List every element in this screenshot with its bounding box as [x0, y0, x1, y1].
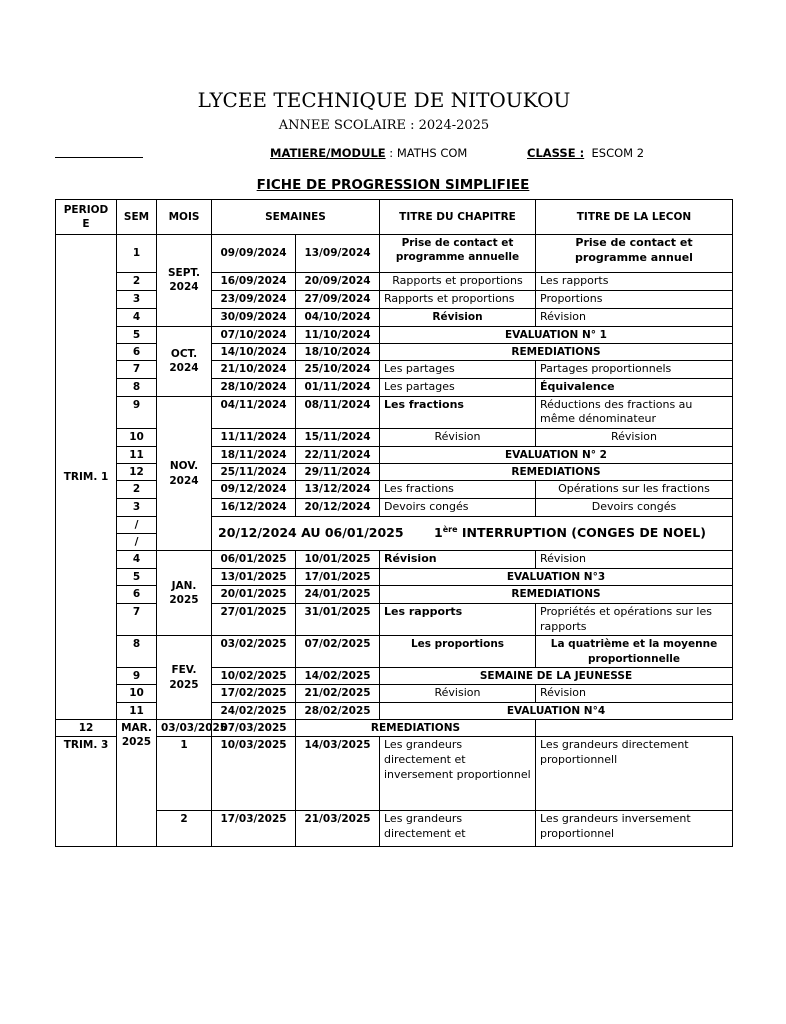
table-row: [56, 551, 733, 569]
merged-cell: SEMAINE DE LA JEUNESSE: [380, 667, 733, 684]
start-date: 03/02/2025: [212, 636, 296, 667]
lecon-cell: Les rapports: [536, 273, 733, 291]
interruption-dates: 20/12/2024 AU 06/01/2025: [218, 525, 404, 541]
sem-cell: 4: [117, 308, 157, 326]
lecon-cell: Révision: [536, 684, 733, 702]
chapitre-cell: Les grandeurs directement et inversement proportionnel: [380, 737, 536, 811]
start-date: 13/01/2025: [212, 569, 296, 586]
chapitre-cell: Révision: [380, 684, 536, 702]
sem-cell: 5: [117, 569, 157, 586]
sem-cell: 11: [117, 702, 157, 719]
lecon-cell: Révision: [536, 308, 733, 326]
end-date: 11/10/2024: [296, 326, 380, 343]
lecon-cell: Les grandeurs directement proportionnell: [536, 737, 733, 811]
month-cell: SEPT. 2024: [157, 235, 212, 327]
start-date: 27/01/2025: [212, 603, 296, 636]
start-date: 07/10/2024: [212, 326, 296, 343]
start-date: 18/11/2024: [212, 447, 296, 464]
start-date: 16/09/2024: [212, 273, 296, 291]
signature-line: [55, 157, 143, 158]
end-date: 21/03/2025: [296, 811, 380, 847]
col-semaines: SEMAINES: [212, 200, 380, 235]
sem-cell: 3: [117, 499, 157, 517]
table-row: [56, 326, 733, 343]
classe-label: CLASSE :: [527, 146, 585, 160]
period-cell: TRIM. 1: [56, 235, 117, 720]
start-date: 17/03/2025: [212, 811, 296, 847]
sem-cell: 10: [117, 429, 157, 447]
col-lecon: TITRE DE LA LECON: [536, 200, 733, 235]
chapitre-cell: Prise de contact et programme annuelle: [380, 235, 536, 273]
table-row: [56, 235, 733, 273]
lecon-cell: Partages proportionnels: [536, 360, 733, 378]
sem-cell: 2: [157, 811, 212, 847]
start-date: 11/11/2024: [212, 429, 296, 447]
sem-cell: 1: [117, 235, 157, 273]
sem-cell: 11: [117, 447, 157, 464]
interruption-cell: [212, 517, 733, 551]
lecon-cell: Révision: [536, 551, 733, 569]
end-date: 04/10/2024: [296, 308, 380, 326]
lecon-cell: Révision: [536, 429, 733, 447]
fiche-title: FICHE DE PROGRESSION SIMPLIFIEE: [256, 177, 530, 193]
chapitre-cell: Les fractions: [380, 396, 536, 429]
classe-field: [527, 146, 644, 160]
end-date: 07/02/2025: [296, 636, 380, 667]
start-date: 03/03/2025: [157, 719, 212, 736]
sem-cell: 3: [117, 290, 157, 308]
matiere-value: : MATHS COM: [385, 146, 468, 160]
interruption-label: INTERRUPTION (CONGES DE NOEL): [457, 525, 706, 541]
start-date: 06/01/2025: [212, 551, 296, 569]
start-date: 30/09/2024: [212, 308, 296, 326]
end-date: 20/12/2024: [296, 499, 380, 517]
sem-cell: 4: [117, 551, 157, 569]
month-cell: OCT. 2024: [157, 326, 212, 396]
table-header-row: [56, 200, 733, 235]
sem-cell: 7: [117, 603, 157, 636]
merged-cell: EVALUATION N°3: [380, 569, 733, 586]
chapitre-cell: Devoirs congés: [380, 499, 536, 517]
end-date: 14/02/2025: [296, 667, 380, 684]
end-date: 15/11/2024: [296, 429, 380, 447]
merged-cell: REMEDIATIONS: [380, 586, 733, 603]
sem-cell: 2: [117, 481, 157, 499]
end-date: 18/10/2024: [296, 343, 380, 360]
end-date: 25/10/2024: [296, 360, 380, 378]
merged-cell: REMEDIATIONS: [380, 343, 733, 360]
start-date: 16/12/2024: [212, 499, 296, 517]
sem-cell: 8: [117, 378, 157, 396]
month-cell: FEV. 2025: [157, 636, 212, 720]
month-cell: JAN. 2025: [157, 551, 212, 636]
end-date: 29/11/2024: [296, 464, 380, 481]
end-date: 21/02/2025: [296, 684, 380, 702]
table-row: [56, 737, 733, 811]
month-cell: MAR. 2025: [117, 719, 157, 846]
sem-cell: 9: [117, 667, 157, 684]
sem-cell: 6: [117, 586, 157, 603]
sem-cell: /: [117, 517, 157, 534]
chapitre-cell: Les partages: [380, 378, 536, 396]
matiere-field: [270, 146, 467, 160]
chapitre-cell: Révision: [380, 551, 536, 569]
chapitre-cell: Les fractions: [380, 481, 536, 499]
end-date: 31/01/2025: [296, 603, 380, 636]
lecon-cell: Propriétés et opérations sur les rapports: [536, 603, 733, 636]
chapitre-cell: Les grandeurs directement et: [380, 811, 536, 847]
sem-cell: 1: [157, 737, 212, 811]
merged-cell: REMEDIATIONS: [296, 719, 536, 736]
lecon-cell: Prise de contact et programme annuel: [536, 235, 733, 273]
end-date: 20/09/2024: [296, 273, 380, 291]
end-date: 08/11/2024: [296, 396, 380, 429]
start-date: 10/03/2025: [212, 737, 296, 811]
start-date: 17/02/2025: [212, 684, 296, 702]
lecon-cell: Réductions des fractions au même dénominateur: [536, 396, 733, 429]
interruption-ordinal: 1: [434, 525, 443, 541]
lecon-cell: Proportions: [536, 290, 733, 308]
end-date: 28/02/2025: [296, 702, 380, 719]
sem-cell: 7: [117, 360, 157, 378]
school-year: ANNEE SCOLAIRE : 2024-2025: [278, 118, 490, 133]
merged-cell: EVALUATION N° 2: [380, 447, 733, 464]
merged-cell: EVALUATION N° 1: [380, 326, 733, 343]
sem-cell: 2: [117, 273, 157, 291]
end-date: 22/11/2024: [296, 447, 380, 464]
start-date: 04/11/2024: [212, 396, 296, 429]
start-date: 25/11/2024: [212, 464, 296, 481]
chapitre-cell: Révision: [380, 429, 536, 447]
chapitre-cell: Les partages: [380, 360, 536, 378]
start-date: 09/12/2024: [212, 481, 296, 499]
merged-cell: REMEDIATIONS: [380, 464, 733, 481]
chapitre-cell: Les proportions: [380, 636, 536, 667]
table-row: [56, 719, 733, 736]
table-row: [56, 811, 733, 847]
end-date: 17/01/2025: [296, 569, 380, 586]
matiere-label: MATIERE/MODULE: [270, 146, 386, 160]
end-date: 10/01/2025: [296, 551, 380, 569]
start-date: 09/09/2024: [212, 235, 296, 273]
start-date: 28/10/2024: [212, 378, 296, 396]
period-cell: TRIM. 3: [56, 737, 117, 847]
sem-cell: 12: [117, 464, 157, 481]
table-row: [56, 396, 733, 429]
start-date: 20/01/2025: [212, 586, 296, 603]
sem-cell: 10: [117, 684, 157, 702]
sem-cell: 5: [117, 326, 157, 343]
month-cell: NOV. 2024: [157, 396, 212, 551]
sem-cell: 9: [117, 396, 157, 429]
classe-value: ESCOM 2: [591, 146, 645, 160]
chapitre-cell: Les rapports: [380, 603, 536, 636]
sem-cell: 6: [117, 343, 157, 360]
start-date: 21/10/2024: [212, 360, 296, 378]
sem-cell: /: [117, 534, 157, 551]
col-chapitre: TITRE DU CHAPITRE: [380, 200, 536, 235]
end-date: 13/12/2024: [296, 481, 380, 499]
lecon-cell: Les grandeurs inversement proportionnel: [536, 811, 733, 847]
interruption-sup: ère: [442, 525, 458, 535]
sem-cell: 8: [117, 636, 157, 667]
lecon-cell: Opérations sur les fractions: [536, 481, 733, 499]
start-date: 14/10/2024: [212, 343, 296, 360]
col-period: PERIOD E: [56, 200, 117, 235]
end-date: 13/09/2024: [296, 235, 380, 273]
progression-table: [55, 199, 733, 847]
chapitre-cell: Rapports et proportions: [380, 290, 536, 308]
end-date: 01/11/2024: [296, 378, 380, 396]
lecon-cell: La quatrième et la moyenne proportionnelle: [536, 636, 733, 667]
lecon-cell: Équivalence: [536, 378, 733, 396]
col-mois: MOIS: [157, 200, 212, 235]
chapitre-cell: Rapports et proportions: [380, 273, 536, 291]
start-date: 10/02/2025: [212, 667, 296, 684]
col-sem: SEM: [117, 200, 157, 235]
end-date: 14/03/2025: [296, 737, 380, 811]
lecon-cell: Devoirs congés: [536, 499, 733, 517]
sem-cell: 12: [56, 719, 117, 736]
end-date: 27/09/2024: [296, 290, 380, 308]
start-date: 24/02/2025: [212, 702, 296, 719]
start-date: 23/09/2024: [212, 290, 296, 308]
school-title: LYCEE TECHNIQUE DE NITOUKOU: [197, 88, 571, 112]
table-row: [56, 636, 733, 667]
end-date: 24/01/2025: [296, 586, 380, 603]
end-date: 07/03/2025: [212, 719, 296, 736]
merged-cell: EVALUATION N°4: [380, 702, 733, 719]
chapitre-cell: Révision: [380, 308, 536, 326]
